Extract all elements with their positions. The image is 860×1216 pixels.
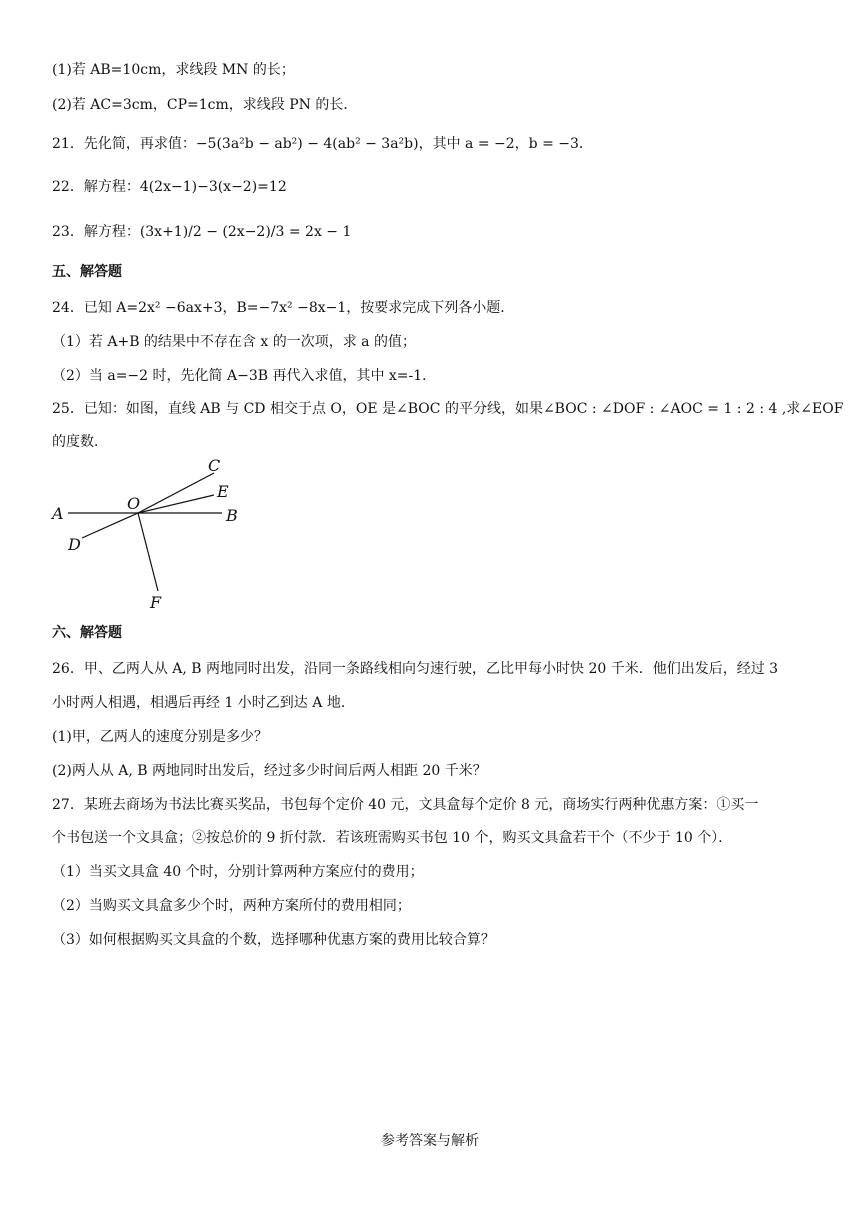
question-24: 24．已知 A=2x² −6ax+3，B=−7x² −8x−1，按要求完成下列各小题． — [52, 300, 515, 316]
question-26-line1: 26．甲、乙两人从 A, B 两地同时出发，沿同一条路线相向匀速行驶，乙比甲每小时快 20 千米．他们出发后，经过 3 — [52, 661, 779, 677]
label-f: F — [150, 593, 162, 612]
question-27-line1: 27．某班去商场为书法比赛买奖品，书包每个定价 40 元，文具盒每个定价 8 元，商场实行两种优惠方案：①买一 — [52, 797, 759, 813]
question-26-line2: 小时两人相遇，相遇后再经 1 小时乙到达 A 地． — [52, 695, 355, 711]
label-o: O — [127, 494, 141, 513]
section-heading-6: 六、解答题 — [52, 625, 122, 641]
question-26-part2: (2)两人从 A, B 两地同时出发后，经过多少时间后两人相距 20 千米？ — [52, 763, 487, 779]
question-22: 22．解方程：4(2x−1)−3(x−2)=12 — [52, 179, 287, 195]
question-24-part1: （1）若 A+B 的结果中不存在含 x 的一次项，求 a 的值； — [52, 334, 416, 350]
question-23: 23．解方程：(3x+1)/2 − (2x−2)/3 = 2x − 1 — [52, 224, 352, 240]
label-b: B — [226, 506, 238, 525]
angle-figure — [50, 455, 270, 615]
question-27-line2: 个书包送一个文具盒；②按总价的 9 折付款．若该班需购买书包 10 个，购买文具盒若干个（不少于 10 个）． — [52, 830, 733, 846]
label-d: D — [68, 535, 81, 554]
question-25-line2: 的度数． — [52, 434, 108, 450]
question-25-line1: 25．已知：如图，直线 AB 与 CD 相交于点 O，OE 是∠BOC 的平分线，如果∠BOC : ∠DOF : ∠AOC = 1 : 2 : 4 ,求∠EOF — [52, 401, 844, 417]
question-27-part2: （2）当购买文具盒多少个时，两种方案所付的费用相同； — [52, 898, 411, 914]
label-e: E — [217, 482, 229, 501]
question-20-part1: (1)若 AB=10cm，求线段 MN 的长； — [52, 62, 295, 78]
ray-od — [82, 513, 138, 538]
ray-oc — [138, 473, 214, 513]
question-27-part3: （3）如何根据购买文具盒的个数，选择哪种优惠方案的费用比较合算？ — [52, 932, 495, 948]
question-26-part1: (1)甲，乙两人的速度分别是多少？ — [52, 729, 268, 745]
question-24-part2: （2）当 a=−2 时，先化简 A−3B 再代入求值，其中 x=-1． — [52, 368, 437, 384]
ray-of — [138, 513, 158, 591]
label-c: C — [208, 456, 221, 475]
ray-oe — [138, 495, 214, 513]
section-heading-5: 五、解答题 — [52, 264, 122, 280]
question-27-part1: （1）当买文具盒 40 个时，分别计算两种方案应付的费用； — [52, 864, 424, 880]
page-footer: 参考答案与解析 — [381, 1133, 479, 1149]
label-a: A — [52, 504, 64, 523]
question-20-part2: (2)若 AC=3cm，CP=1cm，求线段 PN 的长． — [52, 97, 358, 113]
question-21: 21．先化简，再求值：−5(3a²b − ab²) − 4(ab² − 3a²b)，其中 a = −2，b = −3． — [52, 136, 593, 152]
